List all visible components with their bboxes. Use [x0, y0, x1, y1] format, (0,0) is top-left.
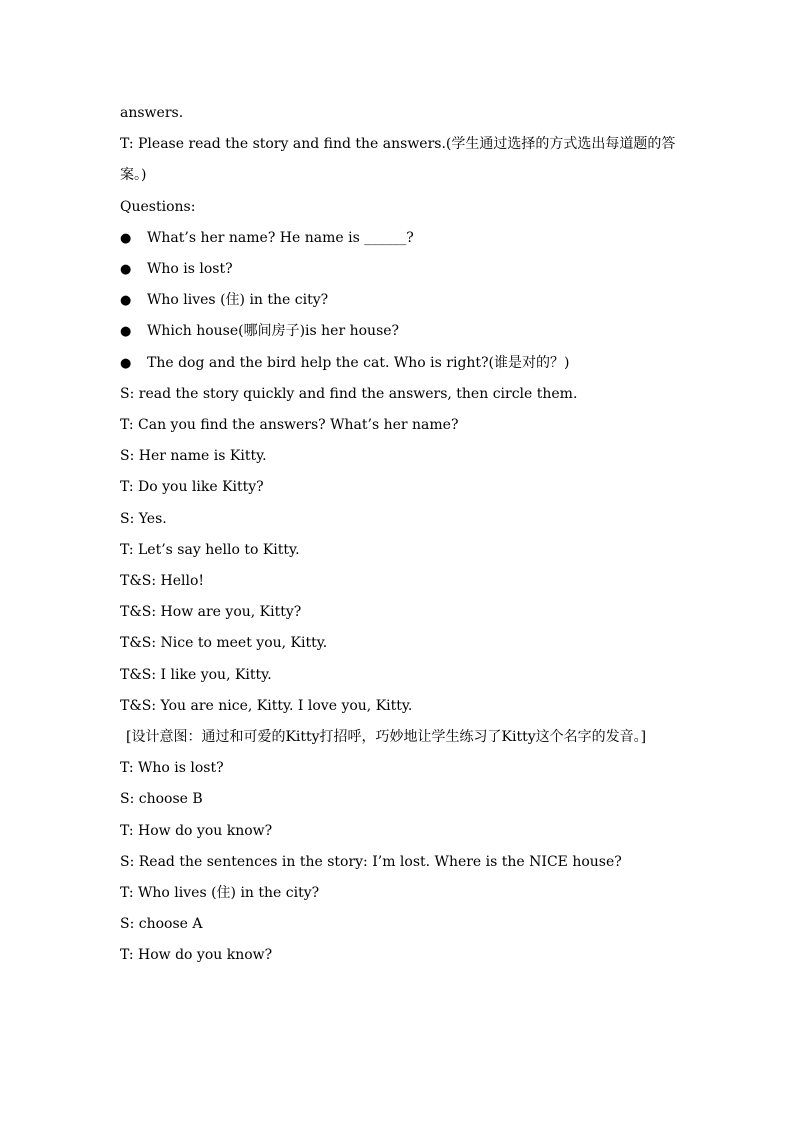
dialogue-line: T&S: I like you, Kitty. [120, 666, 272, 683]
dialogue-line: T&S: Hello! [120, 573, 205, 590]
dialogue-line: S: Read the sentences in the story: I’m lost. Where is the NICE house? [120, 853, 622, 870]
dialogue-line: T: Do you like Kitty? [120, 479, 264, 496]
dialogue-line: T: Let’s say hello to Kitty. [120, 541, 300, 558]
questions-label: Questions: [120, 198, 196, 215]
design-note: [设计意图：通过和可爱的Kitty打招呼，巧妙地让学生练习了Kitty这个名字的发音。] [126, 729, 647, 746]
dialogue-line: S: choose B [120, 791, 203, 808]
bullet-icon: ● [120, 230, 132, 246]
question-item [120, 223, 680, 254]
dialogue-line: S: choose A [120, 916, 203, 933]
question-item [120, 348, 680, 379]
dialogue-line: T: Who lives (住) in the city? [120, 885, 320, 902]
bullet-icon: ● [120, 293, 132, 309]
dialogue-line: T&S: Nice to meet you, Kitty. [120, 635, 328, 652]
question-item [120, 316, 680, 347]
bullet-icon: ● [120, 324, 132, 340]
dialogue-line: S: Yes. [120, 510, 167, 527]
dialogue-line: S: read the story quickly and find the answers, then circle them. [120, 385, 578, 402]
question-text: Which house(哪间房子)is her house? [147, 323, 400, 340]
dialogue-line: T: Can you find the answers? What’s her name? [120, 417, 459, 434]
dialogue-line: S: Her name is Kitty. [120, 448, 267, 465]
intro-line: answers. [120, 105, 184, 121]
question-text: What’s her name? He name is ______? [147, 229, 414, 246]
dialogue-line: T&S: How are you, Kitty? [120, 604, 302, 621]
dialogue-line: T&S: You are nice, Kitty. I love you, Kitty. [120, 697, 413, 714]
question-text: Who lives (住) in the city? [147, 292, 329, 309]
bullet-icon: ● [120, 262, 132, 278]
question-item [120, 254, 680, 285]
dialogue-line: T: Who is lost? [120, 760, 224, 777]
teacher-instruction: T: Please read the story and find the answers.(学生通过选择的方式选出每道题的答案。) [120, 136, 676, 184]
question-text: The dog and the bird help the cat. Who is right?(谁是对的？) [147, 354, 570, 371]
dialogue-line: T: How do you know? [120, 822, 273, 839]
question-item [120, 285, 680, 316]
bullet-icon: ● [120, 355, 132, 371]
dialogue-line: T: How do you know? [120, 947, 273, 964]
document-body [120, 98, 680, 972]
question-text: Who is lost? [147, 261, 233, 278]
